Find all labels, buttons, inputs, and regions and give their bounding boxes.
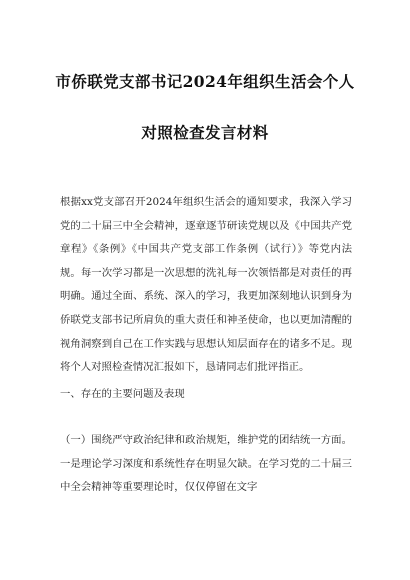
document-title-line-2: 对照检查发言材料 bbox=[141, 123, 269, 142]
intro-paragraph: 根据xx党支部召开2024年组织生活会的通知要求，我深入学习党的二十届三中全会精神，逐章逐节研读党规以及《中国共产党章程》《条例》《中国共产党支部工作条例（试行）》等党内法规。每一次学习都是一次思想的洗礼每一次领悟都是对责任的再明确。通过全面、系统、深入的学习，我更加深刻地认识到身为侨联党支部书记所肩负的重大责任和神圣使命，也以更加清醒的视角洞察到自己在工作实践与思想认知层面存在的诸多不足。现将个人对照检查情况汇报如下，恳请同志们批评指正。 bbox=[60, 196, 352, 374]
section-heading: 一、存在的主要问题及表现 bbox=[60, 388, 185, 400]
subsection-paragraph: （一）围绕严守政治纪律和政治规矩，维护党的团结统一方面。一是理论学习深度和系统性存在明显欠缺。在学习党的二十届三中全会精神等重要理论时，仅仅停留在文字 bbox=[60, 434, 352, 494]
document-title-line-1: 市侨联党支部书记2024年组织生活会个人 bbox=[55, 72, 355, 91]
